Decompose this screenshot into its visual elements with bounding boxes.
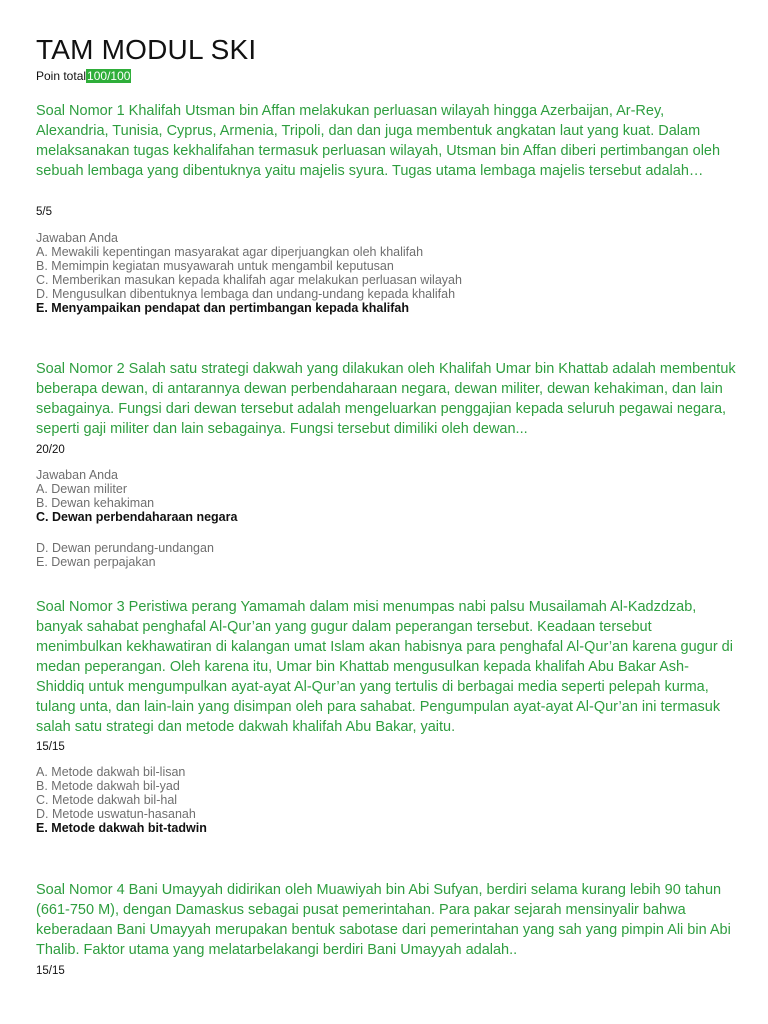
question-1-score: 5/5 — [36, 206, 52, 218]
points-label: Poin total — [36, 69, 87, 83]
option-b: B. Metode dakwah bil-yad — [36, 779, 180, 793]
answer-label: Jawaban Anda — [36, 231, 119, 245]
option-c: C. Metode dakwah bil-hal — [36, 793, 178, 807]
answer-label: Jawaban Anda — [36, 468, 119, 482]
question-3-answers — [36, 765, 207, 835]
option-e-correct: E. Menyampaikan pendapat dan pertimbangan kepada khalifah — [36, 301, 410, 315]
option-e: E. Dewan perpajakan — [36, 555, 156, 569]
question-1-answers — [36, 231, 462, 315]
question-2-answers — [36, 468, 237, 569]
total-points — [36, 69, 131, 83]
option-b: B. Dewan kehakiman — [36, 496, 155, 510]
option-b: B. Memimpin kegiatan musyawarah untuk mengambil keputusan — [36, 259, 394, 273]
question-4-text: Soal Nomor 4 Bani Umayyah didirikan oleh Muawiyah bin Abi Sufyan, berdiri selama kurang lebih 90 tahun (661-750 M), dengan Damaskus sebagai pusat pemerintahan. Para pakar sejarah mensinyalir bahwa keberadaan Bani Umayyah merupakan bentuk sabotase dari pemerintahan yang sah yang pimpin Ali bin Abi Thalib. Faktor utama yang melatarbelakangi berdiri Bani Umayyah adalah.. — [36, 882, 731, 958]
question-3-score: 15/15 — [36, 741, 65, 753]
question-2-text: Soal Nomor 2 Salah satu strategi dakwah yang dilakukan oleh Khalifah Umar bin Khattab adalah membentuk beberapa dewan, di antarannya dewan perbendaharaan negara, dewan militer, dewan kehakiman, dan lain sebagainya. Fungsi dari dewan tersebut adalah mengeluarkan penggajian kepada seluruh pegawai negara, seperti gaji militer dan lain sebagainya. Fungsi tersebut dimiliki oleh dewan... — [36, 361, 736, 437]
question-3-text: Soal Nomor 3 Peristiwa perang Yamamah dalam misi menumpas nabi palsu Musailamah Al-Kadzdzab, banyak sahabat penghafal Al-Qur’an yang gugur dalam peperangan tersebut. Keadaan tersebut menimbulkan kekhawatiran di kalangan umat Islam akan habisnya para penghafal Al-Qur’an karena gugur di medan peperangan. Oleh karena itu, Umar bin Khattab mengusulkan kepada khalifah Abu Bakar Ash-Shiddiq untuk mengumpulkan ayat-ayat Al-Qur’an yang tertulis di berbagai media seperti pelepah kurma, tulang unta, dan lain-lain yang disimpan oleh para sahabat. Pengumpulan ayat-ayat Al-Qur’an ini termasuk salah satu strategi dan metode dakwah khalifah Abu Bakar, yaitu. — [36, 599, 733, 735]
option-d: D. Dewan perundang-undangan — [36, 541, 214, 555]
option-a: A. Metode dakwah bil-lisan — [36, 765, 186, 779]
option-a: A. Mewakili kepentingan masyarakat agar diperjuangkan oleh khalifah — [36, 245, 424, 259]
question-4-score: 15/15 — [36, 965, 65, 977]
option-e-correct: E. Metode dakwah bit-tadwin — [36, 821, 207, 835]
option-d: D. Metode uswatun-hasanah — [36, 807, 196, 821]
question-1-text: Soal Nomor 1 Khalifah Utsman bin Affan melakukan perluasan wilayah hingga Azerbaijan, Ar-Rey, Alexandria, Tunisia, Cyprus, Armenia, Tripoli, dan dan juga membentuk angkatan laut yang kuat. Dalam melaksanakan tugas kekhalifahan termasuk perluasan wilayah, Utsman bin Affan diberi pertimbangan oleh sebuah lembaga yang dibentuknya yaitu majelis syura. Tugas utama lembaga majelis tersebut adalah… — [36, 103, 721, 179]
option-d: D. Mengusulkan dibentuknya lembaga dan undang-undang kepada khalifah — [36, 287, 456, 301]
option-a: A. Dewan militer — [36, 482, 127, 496]
points-badge: 100/100 — [87, 69, 131, 83]
option-c-correct: C. Dewan perbendaharaan negara — [36, 510, 238, 524]
page-title: TAM MODUL SKI — [36, 34, 257, 65]
spacer — [36, 524, 237, 541]
option-c: C. Memberikan masukan kepada khalifah agar melakukan perluasan wilayah — [36, 273, 462, 287]
question-2-score: 20/20 — [36, 444, 65, 456]
